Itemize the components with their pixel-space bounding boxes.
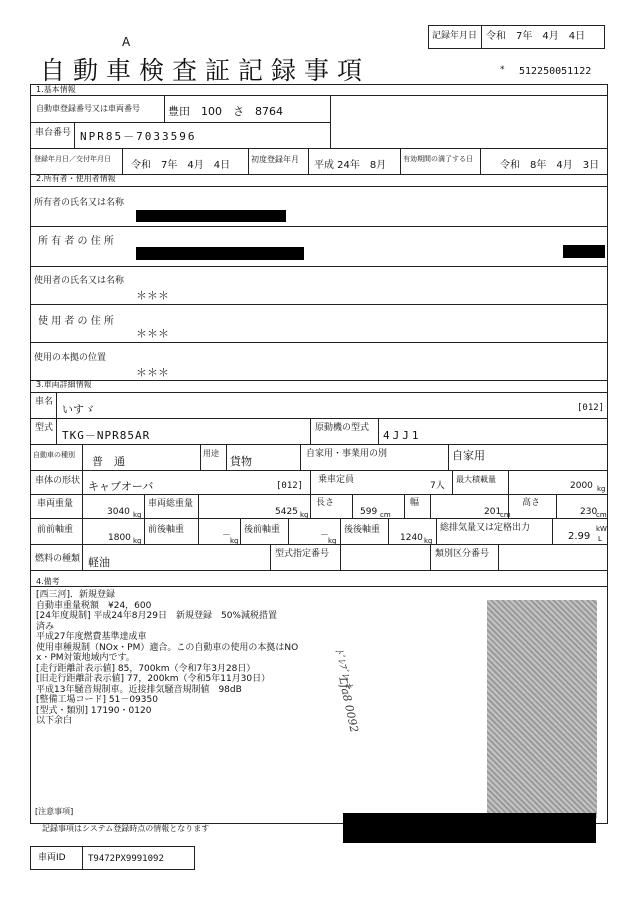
reg-number-value: 豊田 100 さ 8764	[168, 105, 283, 118]
expiry-value: 令和 8年 4月 3日	[500, 160, 600, 171]
length-value: 599	[360, 507, 378, 517]
length-label: 長さ	[316, 498, 335, 508]
body-shape-code: [012]	[276, 481, 304, 491]
front-front-axle-value: 1800	[108, 533, 131, 543]
category-number-label: 類別区分番号	[435, 549, 490, 559]
expiry-label: 有効期間の満了する日	[403, 155, 473, 163]
remarks-text: [西三河]．新規登録 自動車重量税額 ¥24，600 [24年度規制] 平成24年8月29日 新規登録 50%減税措置 済み 平成27年度燃費基準達成車 使用車種規制（NOx・PM）適合。この自動車の使用の本拠はNO x・PM対策地域内です。 [走行距離計表示値] 85，700km（令和7年3月28日） [旧走行距離計表示値] 77，200km（令和5年11月30日） 平成13年騒音規制車。近接排気騒音規制値 98dB [整備工場コード] 51－09350 [型式・類別] 17190・0120 以下余白	[36, 590, 299, 726]
front-front-axle-unit: kg	[133, 537, 142, 545]
handwriting-note-1: Lfa8 0092	[336, 675, 361, 734]
kind-label: 自動車の種別	[33, 451, 75, 459]
height-label: 高さ	[522, 498, 541, 508]
record-date-value: 令和 7年 4月 4日	[486, 31, 586, 42]
use-value: 貨物	[230, 455, 252, 468]
make-value: いすゞ	[62, 403, 95, 416]
rear-front-axle-value: －	[320, 531, 330, 541]
chassis-number-label: 車台番号	[35, 128, 72, 138]
reg-date-value: 令和 7年 4月 4日	[131, 160, 231, 171]
front-rear-axle-unit: kg	[230, 537, 239, 545]
chassis-number-value: NPR85－7033596	[80, 130, 197, 143]
capacity-label: 乗車定員	[318, 475, 355, 485]
doc-mark: *	[500, 65, 505, 75]
caution-label: [注意事項]	[35, 807, 74, 816]
document-title: 自動車検査証記録事項	[40, 56, 371, 85]
rear-rear-axle-value: 1240	[400, 533, 423, 543]
kind-value: 普 通	[92, 455, 125, 468]
make-code: [012]	[577, 403, 605, 413]
body-shape-label: 車体の形状	[35, 476, 81, 486]
user-address-value: ＊＊＊	[136, 327, 169, 340]
handwriting-note-2: ﾄﾞﾚﾌﾞﾚｰｷ	[332, 647, 354, 690]
record-date-label: 記録年月日	[432, 31, 478, 41]
document-number: 512250051122	[519, 66, 592, 77]
private-business-value: 自家用	[452, 449, 485, 462]
width-label: 幅	[410, 498, 420, 508]
height-unit: cm	[596, 511, 607, 519]
base-location-value: ＊＊＊	[136, 366, 169, 379]
header-mark: A	[122, 35, 131, 49]
capacity-value: 7人	[430, 481, 445, 491]
max-load-value: 2000	[570, 481, 593, 491]
private-business-label: 自家用・事業用の別	[306, 449, 388, 459]
front-rear-axle-label: 前後軸重	[148, 525, 185, 535]
weight-unit: kg	[133, 511, 142, 519]
displacement-unit-top: kW	[596, 525, 607, 533]
caution-text: 記録事項はシステム登録時点の情報となります	[42, 824, 210, 833]
owner-address-redaction-2	[563, 245, 605, 258]
weight-value: 3040	[107, 507, 130, 517]
vehicle-id-label: 車両ID	[38, 853, 66, 863]
displacement-value: 2.99	[568, 531, 591, 542]
owner-address-redaction	[136, 247, 304, 260]
user-name-label: 使用者の氏名又は名称	[34, 276, 125, 286]
section-vehicle-info: 3.車両詳細情報	[36, 380, 92, 389]
displacement-label: 総排気量又は定格出力	[440, 523, 531, 533]
make-label: 車名	[35, 397, 54, 407]
user-address-label: 使 用 者 の 住 所	[38, 316, 114, 327]
vehicle-id-value: T9472PX9991092	[88, 854, 164, 864]
front-front-axle-label: 前前軸重	[37, 525, 74, 535]
rear-front-axle-unit: kg	[328, 537, 337, 545]
fuel-value: 軽油	[88, 556, 110, 569]
rear-rear-axle-unit: kg	[424, 537, 433, 545]
displacement-unit: L	[598, 535, 602, 543]
rear-front-axle-label: 後前軸重	[244, 525, 281, 535]
length-unit: cm	[380, 511, 391, 519]
owner-name-redaction	[136, 210, 286, 222]
max-load-unit: kg	[597, 485, 606, 493]
gross-weight-unit: kg	[300, 511, 309, 519]
type-designation-label: 型式指定番号	[275, 549, 330, 559]
weight-label: 車両重量	[37, 499, 74, 509]
section-basic-info: 1.基本情報	[36, 85, 76, 94]
gross-weight-value: 5425	[275, 507, 298, 517]
stamp-area	[487, 600, 597, 818]
rear-rear-axle-label: 後後軸重	[344, 525, 381, 535]
engine-value: 4JJ1	[383, 429, 422, 442]
section-owner-info: 2.所有者・使用者情報	[36, 174, 116, 183]
base-location-label: 使用の本拠の位置	[34, 353, 107, 363]
user-name-value: ＊＊＊	[136, 289, 169, 302]
reg-date-label: 登録年月日／交付年月日	[34, 155, 111, 163]
gross-weight-label: 車両総重量	[148, 499, 194, 509]
model-value: TKG－NPR85AR	[62, 429, 151, 442]
use-label: 用途	[203, 449, 219, 458]
height-value: 230	[580, 507, 598, 517]
first-reg-label: 初度登録年月	[251, 155, 299, 164]
max-load-label: 最大積載量	[456, 475, 496, 484]
owner-name-label: 所有者の氏名又は名称	[34, 198, 125, 208]
footer-redaction	[343, 813, 596, 843]
owner-address-label: 所 有 者 の 住 所	[38, 236, 114, 247]
body-shape-value: キャブオーバ	[88, 480, 154, 493]
front-rear-axle-value: －	[222, 531, 232, 541]
section-remarks: 4.備考	[36, 577, 60, 586]
first-reg-value: 平成 24年 8月	[314, 160, 387, 171]
model-label: 型式	[35, 423, 54, 433]
width-value: 201	[484, 507, 502, 517]
reg-number-label: 自動車登録番号又は車両番号	[36, 104, 140, 113]
width-unit: cm	[500, 511, 511, 519]
fuel-label: 燃料の種類	[35, 554, 81, 564]
engine-label: 原動機の型式	[315, 423, 370, 433]
